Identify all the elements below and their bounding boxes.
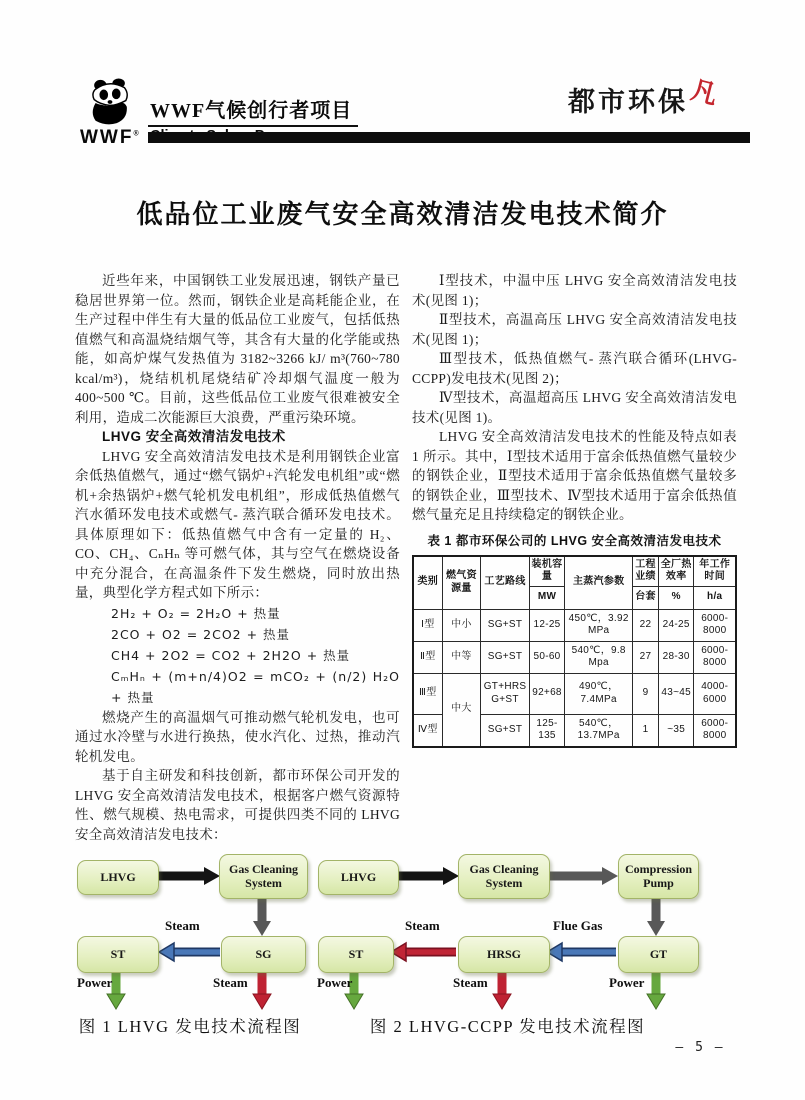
fig1-arrow-sg-to-st-steam	[159, 943, 220, 961]
fig2-box-gt: GT	[618, 936, 699, 973]
th-category: 类别	[413, 556, 442, 610]
paragraph-type2: Ⅱ型技术，高温高压 LHVG 安全高效清洁发电技术(见图 1)；	[412, 312, 737, 347]
table-caption: 表 1 都市环保公司的 LHVG 安全高效清洁发电技术	[427, 533, 722, 548]
fig1-box-st: ST	[77, 936, 159, 973]
cell-count: 9	[633, 673, 659, 714]
cell-hours: 6000-8000	[694, 641, 736, 673]
table-row	[413, 609, 736, 641]
cell-capacity: 92+68	[529, 673, 565, 714]
th-capacity-unit: MW	[529, 586, 565, 609]
cell-resource: 中等	[442, 641, 481, 673]
fig2-label-power-right: Power	[609, 975, 645, 990]
fig2-arrow-lhvg-to-gcs	[398, 867, 459, 885]
equation-ch4: CH4 + 2O2 = CO2 + 2H2O + 热量	[111, 647, 351, 663]
th-efficiency: 全厂热效率	[658, 556, 694, 587]
fig2-box-gas-cleaning: Gas Cleaning System	[458, 854, 550, 899]
fig1-box-lhvg: LHVG	[77, 860, 159, 895]
fig1-label-power: Power	[77, 975, 113, 990]
fig1-arrow-lhvg-to-gcs	[157, 867, 220, 885]
paragraph-performance: LHVG 安全高效清洁发电技术的性能及特点如表 1 所示。其中，Ⅰ型技术适用于富余低热值燃气量较少的钢铁企业，Ⅱ型技术适用于富余低热值燃气量较多的钢铁企业，Ⅲ型技术、Ⅳ型技术适用于富余低热值燃气量充足且持续稳定的钢铁企业。	[412, 429, 737, 522]
figure-1-caption: 图 1 LHVG 发电技术流程图	[78, 1017, 302, 1036]
body-columns	[75, 271, 737, 844]
fig2-box-compression-pump: Compression Pump	[618, 854, 699, 899]
figure-2-lhvg-ccpp-flow	[315, 852, 700, 1047]
flow-diagrams	[0, 852, 805, 1062]
fig1-label-steam-left: Steam	[165, 918, 200, 933]
fig2-arrow-gt-power	[647, 970, 665, 1009]
cell-eff: ~35	[658, 714, 694, 747]
cell-route: SG+ST	[481, 714, 529, 747]
equation-co: 2CO + O2 = 2CO2 + 热量	[111, 626, 291, 642]
page-header	[0, 0, 805, 160]
cell-type: Ⅰ型	[413, 609, 442, 641]
cell-eff: 24-25	[658, 609, 694, 641]
fig2-arrow-pump-to-gt	[647, 897, 665, 936]
paragraph-type3: Ⅲ型技术，低热值燃气- 蒸汽联合循环(LHVG- CCPP)发电技术(见图 2)；	[412, 351, 737, 386]
cell-capacity: 50-60	[529, 641, 565, 673]
th-process-route: 工艺路线	[481, 556, 529, 610]
fig1-box-gas-cleaning: Gas Cleaning System	[219, 854, 308, 899]
th-performance-unit: 台套	[633, 586, 659, 609]
fig2-box-hrsg: HRSG	[458, 936, 550, 973]
th-working-hours: 年工作时间	[694, 556, 736, 587]
fig1-box-sg: SG	[221, 936, 306, 973]
paragraph-type4: Ⅳ型技术，高温超高压 LHVG 安全高效清洁发电技术(见图 1)。	[412, 390, 737, 425]
header-divider-bar	[148, 132, 750, 143]
cell-eff: 28-30	[658, 641, 694, 673]
th-gas-resource: 燃气资源量	[442, 556, 481, 610]
equation-cmhn: CₘHₙ + (m+n/4)O2 = mCO₂ + (n/2) H₂O + 热量	[111, 668, 400, 705]
cell-route: SG+ST	[481, 609, 529, 641]
left-column	[75, 271, 400, 844]
cell-capacity: 125-135	[529, 714, 565, 747]
fig2-arrow-hrsg-to-st-steam	[391, 943, 456, 961]
page-number: – 5 –	[675, 1040, 725, 1055]
paragraph-company: 基于自主研发和科技创新，都市环保公司开发的 LHVG 安全高效清洁发电技术，根据客户燃气资源特性、燃气规模、热电需求，可提供四类不同的 LHVG 安全高效清洁发电技术：	[75, 768, 400, 842]
programme-title-zh: WWF气候创行者项目	[148, 94, 358, 127]
cell-capacity: 12-25	[529, 609, 565, 641]
dushihuanbao-red-mark-icon: 凡	[687, 75, 721, 110]
wwf-wordmark: WWF®	[80, 127, 141, 148]
right-column	[412, 271, 737, 844]
fig2-label-flue-gas: Flue Gas	[553, 918, 603, 933]
cell-hours: 4000-6000	[694, 673, 736, 714]
fig2-arrow-hrsg-steam-down	[493, 970, 511, 1009]
paragraph-principle: LHVG 安全高效清洁发电技术是利用钢铁企业富余低热值燃气，通过“燃气锅炉+汽轮发电机组”或“燃机+余热锅炉+燃气轮机发电机组”，形成低热值燃气汽水循环发电技术或燃气- 蒸汽联合循环发电技术。具体原理如下：低热值燃气中含有一定量的 H₂、CO、CH₄、CₙHₙ 等可燃气体，其与空气在燃烧设备中充分混合，在高温条件下发生燃烧，同时放出热量，典型化学方程式如下所示：	[75, 448, 400, 600]
paragraph-intro: 近些年来，中国钢铁工业发展迅速，钢铁产量已稳居世界第一位。然而，钢铁企业是高耗能企业，在生产过程中伴生有大量的低品位工业废气，包括低热值燃气和高温烧结烟气等，其含有大量的化学能或热能，如高炉煤气发热值为 3182~3266 kJ/ m³(760~780 kcal/m³)，烧结机机尾烧结矿冷却烟气温度一般为 400~500 ℃。目前，这些低品位工业废气很难被安全利用，造成二次能源巨大浪费，严重污染环境。	[75, 273, 400, 425]
fig2-label-steam-down: Steam	[453, 975, 488, 990]
th-capacity: 装机容量	[529, 556, 565, 587]
fig2-box-lhvg: LHVG	[318, 860, 399, 895]
cell-steam: 540℃，9.8 Mpa	[565, 641, 633, 673]
page-title: 低品位工业废气安全高效清洁发电技术简介	[136, 200, 669, 229]
th-performance: 工程业绩	[633, 556, 659, 587]
registered-mark: ®	[133, 130, 141, 138]
dushihuanbao-logo	[567, 75, 721, 119]
cell-count: 1	[633, 714, 659, 747]
section-heading-lhvg: LHVG 安全高效清洁发电技术	[102, 429, 286, 444]
cell-count: 27	[633, 641, 659, 673]
tech-table	[412, 555, 737, 748]
wwf-panda-icon	[83, 78, 137, 126]
figure-1-lhvg-flow	[75, 852, 305, 1047]
fig2-arrow-gcs-to-pump	[548, 867, 618, 885]
paragraph-combustion: 燃烧产生的高温烟气可推动燃气轮机发电，也可通过水冷壁与水进行换热，使水汽化、过热，推动汽轮机发电。	[75, 709, 400, 764]
cell-eff: 43~45	[658, 673, 694, 714]
table-header-row-1	[413, 556, 736, 587]
equation-h2: 2H₂ + O₂ = 2H₂O + 热量	[111, 605, 281, 621]
fig2-box-st: ST	[318, 936, 394, 973]
fig1-label-steam-down: Steam	[213, 975, 248, 990]
th-working-hours-unit: h/a	[694, 586, 736, 609]
cell-hours: 6000-8000	[694, 714, 736, 747]
wwf-logo	[80, 78, 140, 149]
dushihuanbao-wordmark: 都市环保	[567, 87, 688, 117]
th-steam-params: 主蒸汽参数	[565, 556, 633, 610]
cell-type: Ⅱ型	[413, 641, 442, 673]
cell-resource-merged: 中大	[442, 673, 481, 747]
cell-route: GT+HRSG+ST	[481, 673, 529, 714]
th-efficiency-unit: %	[658, 586, 694, 609]
cell-resource: 中小	[442, 609, 481, 641]
fig1-arrow-sg-steam-down	[253, 970, 271, 1009]
fig2-label-power-left: Power	[317, 975, 353, 990]
cell-route: SG+ST	[481, 641, 529, 673]
cell-steam: 540℃，13.7MPa	[565, 714, 633, 747]
table-row	[413, 641, 736, 673]
cell-hours: 6000-8000	[694, 609, 736, 641]
cell-steam: 450℃，3.92 MPa	[565, 609, 633, 641]
paragraph-type1: Ⅰ型技术，中温中压 LHVG 安全高效清洁发电技术(见图 1)；	[412, 273, 737, 308]
fig1-arrow-gcs-to-sg	[253, 897, 271, 936]
table-row	[413, 673, 736, 714]
cell-type: Ⅲ型	[413, 673, 442, 714]
cell-steam: 490℃，7.4MPa	[565, 673, 633, 714]
cell-count: 22	[633, 609, 659, 641]
cell-type: Ⅳ型	[413, 714, 442, 747]
fig2-arrow-gt-to-hrsg-fluegas	[547, 943, 616, 961]
figure-2-caption: 图 2 LHVG-CCPP 发电技术流程图	[369, 1017, 646, 1036]
fig2-label-steam-mid: Steam	[405, 918, 440, 933]
